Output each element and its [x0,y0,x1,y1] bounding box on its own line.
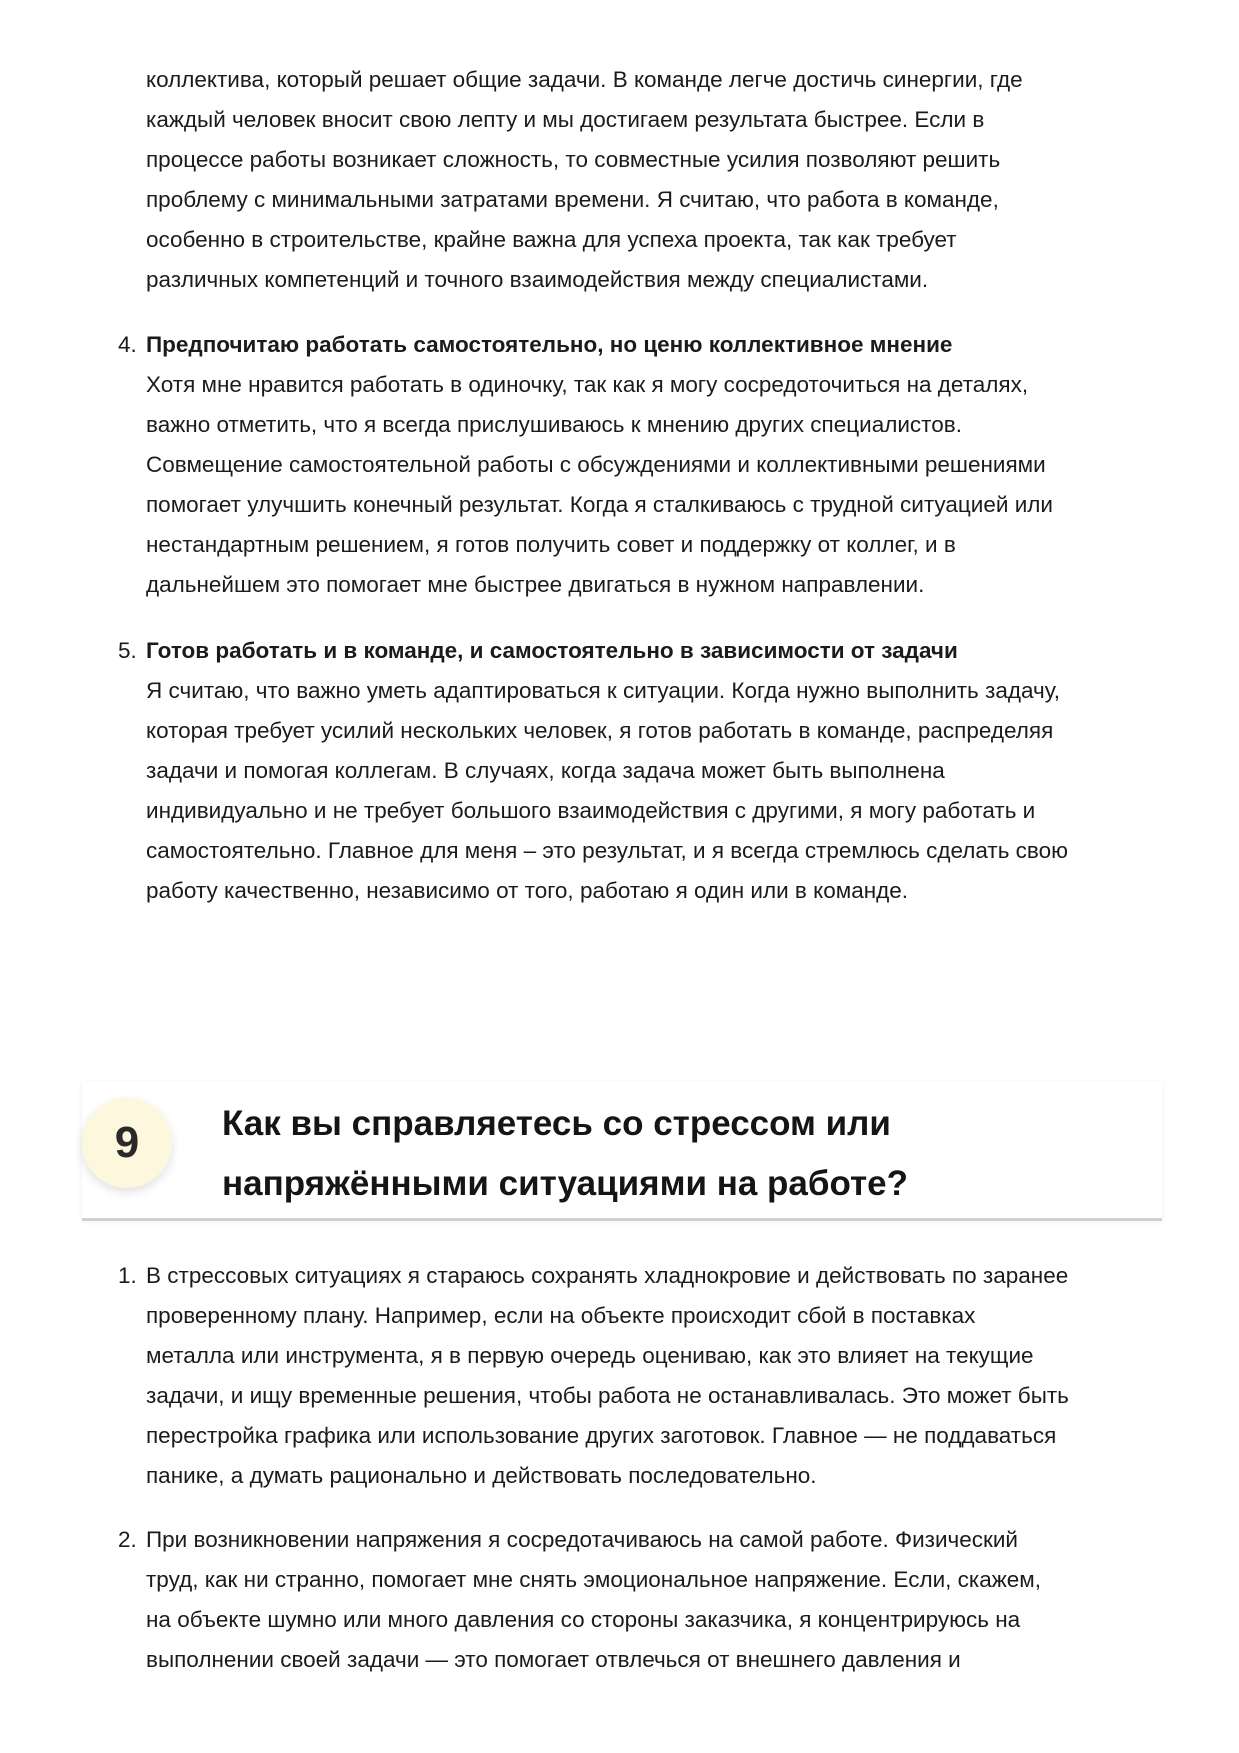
list-item-title: Готов работать и в команде, и самостоятельно в зависимости от задачи [146,638,958,663]
paragraph-line: важно отметить, что я всегда прислушиваюсь к мнению других специалистов. [146,412,962,437]
paragraph-line: задачи, и ищу временные решения, чтобы работа не останавливалась. Это может быть [146,1383,1069,1408]
paragraph-line: помогает улучшить конечный результат. Когда я сталкиваюсь с трудной ситуацией или [146,492,1053,517]
list-item-number: 4. [118,332,137,357]
answer-body [146,1520,1156,1680]
paragraph-line: Я считаю, что важно уметь адаптироваться к ситуации. Когда нужно выполнить задачу, [146,678,1060,703]
paragraph-line: В стрессовых ситуациях я стараюсь сохранять хладнокровие и действовать по заранее [146,1263,1069,1288]
section-title [222,1094,1142,1214]
section-title-line: напряжёнными ситуациями на работе? [222,1164,909,1203]
paragraph-line: При возникновении напряжения я сосредотачиваюсь на самой работе. Физический [146,1527,1018,1552]
paragraph-line: задачи и помогая коллегам. В случаях, когда задача может быть выполнена [146,758,945,783]
answer-body [146,1256,1156,1496]
list-item-number: 5. [118,638,137,663]
list-item-body [146,325,1156,605]
paragraph-line: дальнейшем это помогает мне быстрее двигаться в нужном направлении. [146,572,925,597]
list-item-title: Предпочитаю работать самостоятельно, но ценю коллективное мнение [146,332,953,357]
paragraph-line: труд, как ни странно, помогает мне снять эмоциональное напряжение. Если, скажем, [146,1567,1042,1592]
continuation-paragraph [146,60,1156,300]
list-item-number: 1. [118,1263,137,1288]
paragraph-line: особенно в строительстве, крайне важна для успеха проекта, так как требует [146,227,957,252]
paragraph-line: которая требует усилий нескольких человек, я готов работать в команде, распределяя [146,718,1054,743]
list-item-number: 2. [118,1527,137,1552]
paragraph-line: проверенному плану. Например, если на объекте происходит сбой в поставках [146,1303,976,1328]
paragraph-line: Совмещение самостоятельной работы с обсуждениями и коллективными решениями [146,452,1046,477]
list-item-body [146,631,1156,911]
paragraph-line: индивидуально и не требует большого взаимодействия с другими, я могу работать и [146,798,1036,823]
paragraph-line: перестройка графика или использование других заготовок. Главное — не поддаваться [146,1423,1057,1448]
paragraph-line: проблему с минимальными затратами времени. Я считаю, что работа в команде, [146,187,999,212]
section-number-badge: 9 [82,1098,172,1188]
paragraph-line: процессе работы возникает сложность, то совместные усилия позволяют решить [146,147,1001,172]
paragraph-line: работу качественно, независимо от того, работаю я один или в команде. [146,878,909,903]
paragraph-line: выполнении своей задачи — это помогает отвлечься от внешнего давления и [146,1647,961,1672]
paragraph-line: на объекте шумно или много давления со стороны заказчика, я концентрируюсь на [146,1607,1021,1632]
section-title-line: Как вы справляетесь со стрессом или [222,1104,891,1143]
paragraph-line: Хотя мне нравится работать в одиночку, так как я могу сосредоточиться на деталях, [146,372,1029,397]
paragraph-line: каждый человек вносит свою лепту и мы достигаем результата быстрее. Если в [146,107,985,132]
paragraph-line: различных компетенций и точного взаимодействия между специалистами. [146,267,929,292]
paragraph-line: коллектива, который решает общие задачи. В команде легче достичь синергии, где [146,67,1023,92]
section-header [82,1082,1162,1221]
paragraph-line: нестандартным решением, я готов получить совет и поддержку от коллег, и в [146,532,956,557]
paragraph-line: панике, а думать рационально и действовать последовательно. [146,1463,817,1488]
paragraph-line: самостоятельно. Главное для меня – это результат, и я всегда стремлюсь сделать свою [146,838,1069,863]
paragraph-line: металла или инструмента, я в первую очередь оцениваю, как это влияет на текущие [146,1343,1034,1368]
